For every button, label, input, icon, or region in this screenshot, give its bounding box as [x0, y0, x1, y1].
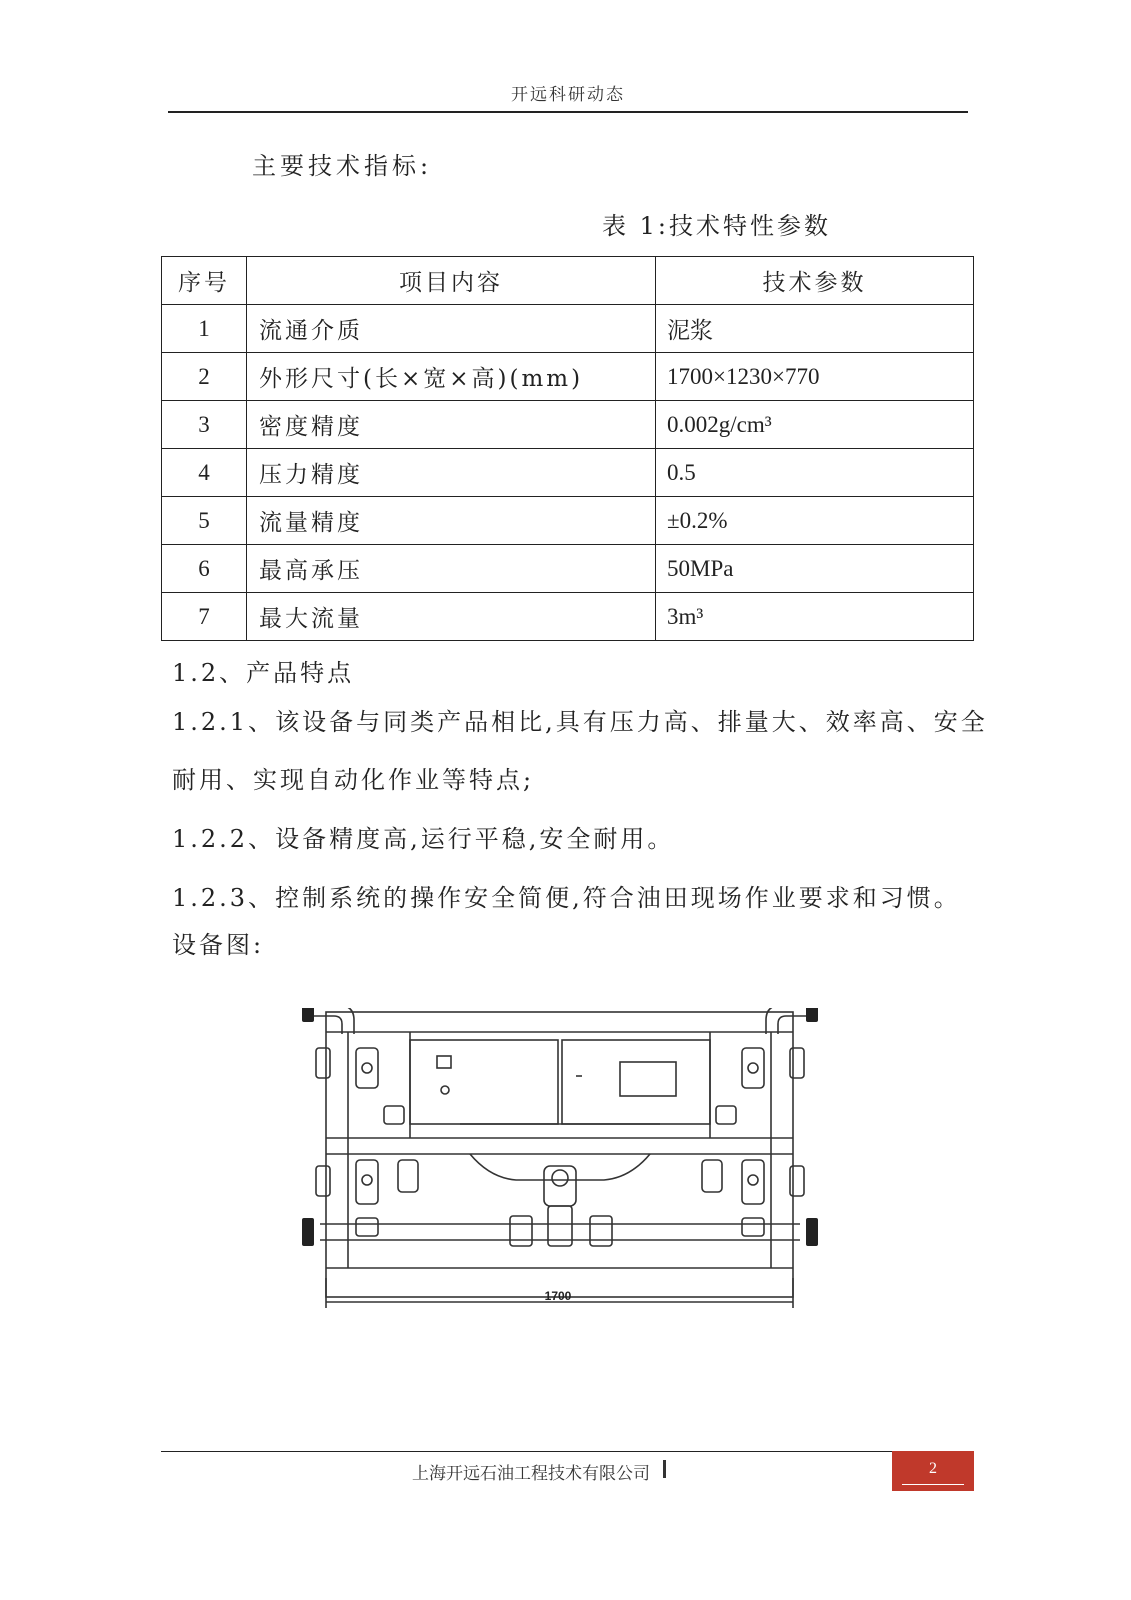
col-header-item: 项目内容 [247, 257, 656, 305]
row-item: 流通介质 [247, 305, 656, 353]
col-header-no: 序号 [162, 257, 247, 305]
row-value: 50MPa [656, 545, 974, 593]
control-screen [620, 1062, 676, 1096]
footer-separator [663, 1460, 666, 1478]
row-item: 压力精度 [247, 449, 656, 497]
dimension-label: 1700 [544, 1289, 572, 1303]
table-row [162, 353, 974, 401]
row-item: 密度精度 [247, 401, 656, 449]
feature-2: 1.2.2、设备精度高,运行平稳,安全耐用。 [172, 825, 675, 853]
row-value: ±0.2% [656, 497, 974, 545]
footer-rule [161, 1451, 974, 1452]
tank [470, 1154, 650, 1180]
features-heading: 1.2、产品特点 [172, 659, 355, 687]
table-header-row [162, 257, 974, 305]
row-number: 5 [162, 497, 247, 545]
feature-1-line-1: 1.2.1、该设备与同类产品相比,具有压力高、排量大、效率高、安全 [172, 708, 988, 736]
control-cabinet-left [410, 1040, 558, 1124]
control-cabinet-right [562, 1040, 710, 1124]
row-item: 最大流量 [247, 593, 656, 641]
section-label: 主要技术指标: [252, 152, 433, 180]
row-item: 外形尺寸(长×宽×高)(mm) [247, 353, 656, 401]
row-value: 泥浆 [656, 305, 974, 353]
table-row [162, 401, 974, 449]
row-number: 6 [162, 545, 247, 593]
row-value: 0.002g/cm³ [656, 401, 974, 449]
table-row [162, 593, 974, 641]
row-value: 0.5 [656, 449, 974, 497]
spec-table [161, 256, 974, 641]
table-row [162, 449, 974, 497]
row-number: 7 [162, 593, 247, 641]
row-item: 流量精度 [247, 497, 656, 545]
col-header-value: 技术参数 [656, 257, 974, 305]
equipment-drawing [300, 1008, 840, 1346]
feature-3: 1.2.3、控制系统的操作安全简便,符合油田现场作业要求和习惯。 [172, 884, 961, 912]
row-number: 1 [162, 305, 247, 353]
table-row [162, 545, 974, 593]
feature-1-line-2: 耐用、实现自动化作业等特点; [172, 766, 535, 794]
page-number-rule [902, 1484, 964, 1485]
figure-label: 设备图: [172, 931, 265, 959]
row-value: 1700×1230×770 [656, 353, 974, 401]
header-rule [168, 111, 968, 113]
row-number: 3 [162, 401, 247, 449]
table-caption: 表 1:技术特性参数 [602, 212, 831, 240]
page-badge [892, 1451, 974, 1491]
page-number: 2 [929, 1460, 937, 1477]
running-header: 开远科研动态 [511, 85, 625, 105]
row-value: 3m³ [656, 593, 974, 641]
row-number: 4 [162, 449, 247, 497]
footer-company: 上海开远石油工程技术有限公司 [412, 1464, 650, 1484]
row-item: 最高承压 [247, 545, 656, 593]
table-row [162, 497, 974, 545]
row-number: 2 [162, 353, 247, 401]
table-row [162, 305, 974, 353]
